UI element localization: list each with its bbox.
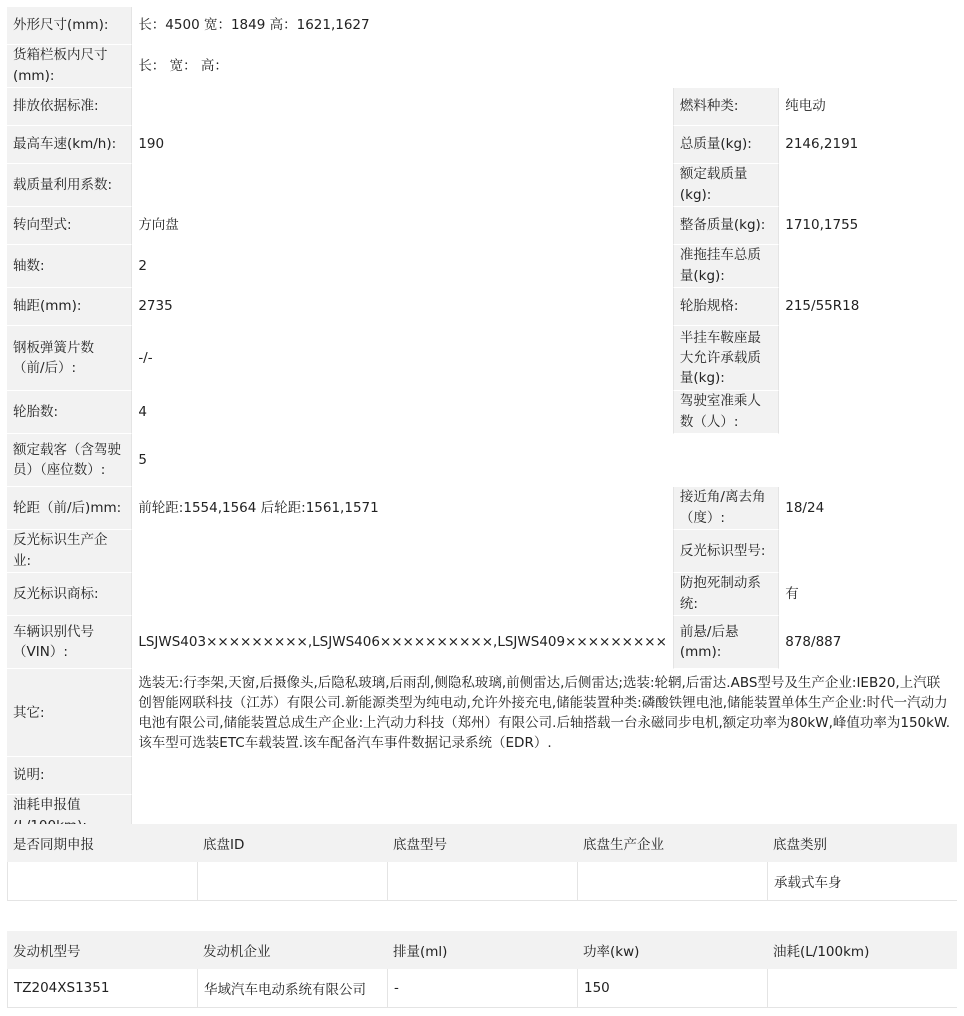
spec-value [131, 164, 673, 207]
table-cell: 150 [577, 969, 767, 1008]
spec-label: 接近角/离去角（度）: [673, 487, 778, 530]
spec-row [7, 45, 957, 88]
table-row [7, 862, 957, 901]
spec-value: 18/24 [778, 487, 957, 530]
spec-row [7, 573, 957, 616]
spec-value: 215/55R18 [778, 288, 957, 326]
spec-label: 驾驶室准乘人数（人）: [673, 391, 778, 434]
spec-value: 2735 [131, 288, 673, 326]
spec-row [7, 487, 957, 530]
spec-label: 反光标识商标: [7, 573, 131, 616]
spec-value: 方向盘 [131, 207, 673, 245]
table-cell [7, 862, 197, 901]
spec-row [7, 7, 957, 45]
spec-value: 4 [131, 391, 673, 434]
spec-label: 轴数: [7, 245, 131, 288]
spec-row [7, 245, 957, 288]
spec-label: 轴距(mm): [7, 288, 131, 326]
table-cell [387, 862, 577, 901]
spec-label: 额定载质量(kg): [673, 164, 778, 207]
spec-label: 轮胎规格: [673, 288, 778, 326]
spec-value: 前轮距:1554,1564 后轮距:1561,1571 [131, 487, 673, 530]
spec-row [7, 288, 957, 326]
spec-value: -/- [131, 326, 673, 391]
spec-label: 前悬/后悬(mm): [673, 616, 778, 669]
spec-row [7, 669, 957, 757]
spec-label: 转向型式: [7, 207, 131, 245]
chassis-table [7, 824, 957, 901]
spec-value: 选装无:行李架,天窗,后摄像头,后隐私玻璃,后雨刮,侧隐私玻璃,前侧雷达,后侧雷达;选装:轮辋,后雷达.ABS型号及生产企业:IEB20,上汽联创智能网联科技（江苏）有限公司.新能源类型为纯电动,允许外接充电,储能装置种类:磷酸铁锂电池,储能装置单体生产企业:时代一汽动力电池有限公司,储能装置总成生产企业:上汽动力科技（郑州）有限公司.后轴搭载一台永磁同步电机,额定功率为80kW,峰值功率为150kW.该车型可选装ETC车载装置.该车配备汽车事件数据记录系统（EDR）. [131, 669, 957, 757]
spec-label: 外形尺寸(mm): [7, 7, 131, 45]
column-header: 油耗(L/100km) [767, 931, 957, 969]
spec-row [7, 757, 957, 795]
spec-value: 长： 宽： 高： [131, 45, 957, 88]
spec-value [131, 88, 673, 126]
spec-label: 半挂车鞍座最大允许承载质量(kg): [673, 326, 778, 391]
spec-label: 其它: [7, 669, 131, 757]
spec-table [7, 7, 957, 838]
table-cell: 承载式车身 [767, 862, 957, 901]
table-cell [577, 862, 767, 901]
spec-value [778, 164, 957, 207]
table-cell [767, 969, 957, 1008]
spec-label: 额定载客（含驾驶员）（座位数）: [7, 434, 131, 487]
spec-row [7, 616, 957, 669]
spec-label: 说明: [7, 757, 131, 795]
table-header-row [7, 931, 957, 969]
column-header: 是否同期申报 [7, 824, 197, 862]
column-header: 底盘ID [197, 824, 387, 862]
spec-label: 总质量(kg): [673, 126, 778, 164]
column-header: 发动机型号 [7, 931, 197, 969]
table-cell: 华域汽车电动系统有限公司 [197, 969, 387, 1008]
spec-row [7, 88, 957, 126]
spec-value [131, 530, 673, 573]
spec-label: 轮胎数: [7, 391, 131, 434]
spec-value [131, 757, 957, 795]
column-header: 底盘类别 [767, 824, 957, 862]
spec-row [7, 164, 957, 207]
spec-value: 878/887 [778, 616, 957, 669]
spec-label: 反光标识生产企业: [7, 530, 131, 573]
spec-value: 2146,2191 [778, 126, 957, 164]
spec-value: 长：4500 宽：1849 高：1621,1627 [131, 7, 957, 45]
spec-label: 最高车速(km/h): [7, 126, 131, 164]
spec-label: 钢板弹簧片数（前/后）: [7, 326, 131, 391]
table-row [7, 969, 957, 1008]
engine-table [7, 931, 957, 1008]
spec-label: 载质量利用系数: [7, 164, 131, 207]
spec-label: 燃料种类: [673, 88, 778, 126]
table-cell [197, 862, 387, 901]
spec-label: 排放依据标准: [7, 88, 131, 126]
column-header: 底盘型号 [387, 824, 577, 862]
spec-row [7, 207, 957, 245]
spec-value: 有 [778, 573, 957, 616]
spec-label: 货箱栏板内尺寸(mm): [7, 45, 131, 88]
spec-value: 190 [131, 126, 673, 164]
spec-label: 反光标识型号: [673, 530, 778, 573]
spec-label: 轮距（前/后)mm: [7, 487, 131, 530]
spec-value: 5 [131, 434, 957, 487]
spec-row [7, 530, 957, 573]
spec-row [7, 126, 957, 164]
spec-value [778, 391, 957, 434]
spec-value [778, 245, 957, 288]
spec-value [778, 326, 957, 391]
spec-value: 1710,1755 [778, 207, 957, 245]
table-cell: TZ204XS1351 [7, 969, 197, 1008]
spec-label: 油耗申报值 [7, 795, 131, 838]
spec-label: 准拖挂车总质量(kg): [673, 245, 778, 288]
spec-label: 车辆识别代号（VIN）: [7, 616, 131, 669]
table-cell: - [387, 969, 577, 1008]
column-header: 发动机企业 [197, 931, 387, 969]
spec-row [7, 391, 957, 434]
column-header: 排量(ml) [387, 931, 577, 969]
spec-label: 防抱死制动系统: [673, 573, 778, 616]
spec-value: LSJWS403×××××××××,LSJWS406××××××××××,LSJWS409××××××××× [131, 616, 673, 669]
column-header: 功率(kw) [577, 931, 767, 969]
spec-row [7, 326, 957, 391]
spec-row [7, 434, 957, 487]
spec-value [131, 573, 673, 616]
table-header-row [7, 824, 957, 862]
spec-label: 整备质量(kg): [673, 207, 778, 245]
spec-value: 纯电动 [778, 88, 957, 126]
spec-value: 2 [131, 245, 673, 288]
spec-value [778, 530, 957, 573]
column-header: 底盘生产企业 [577, 824, 767, 862]
